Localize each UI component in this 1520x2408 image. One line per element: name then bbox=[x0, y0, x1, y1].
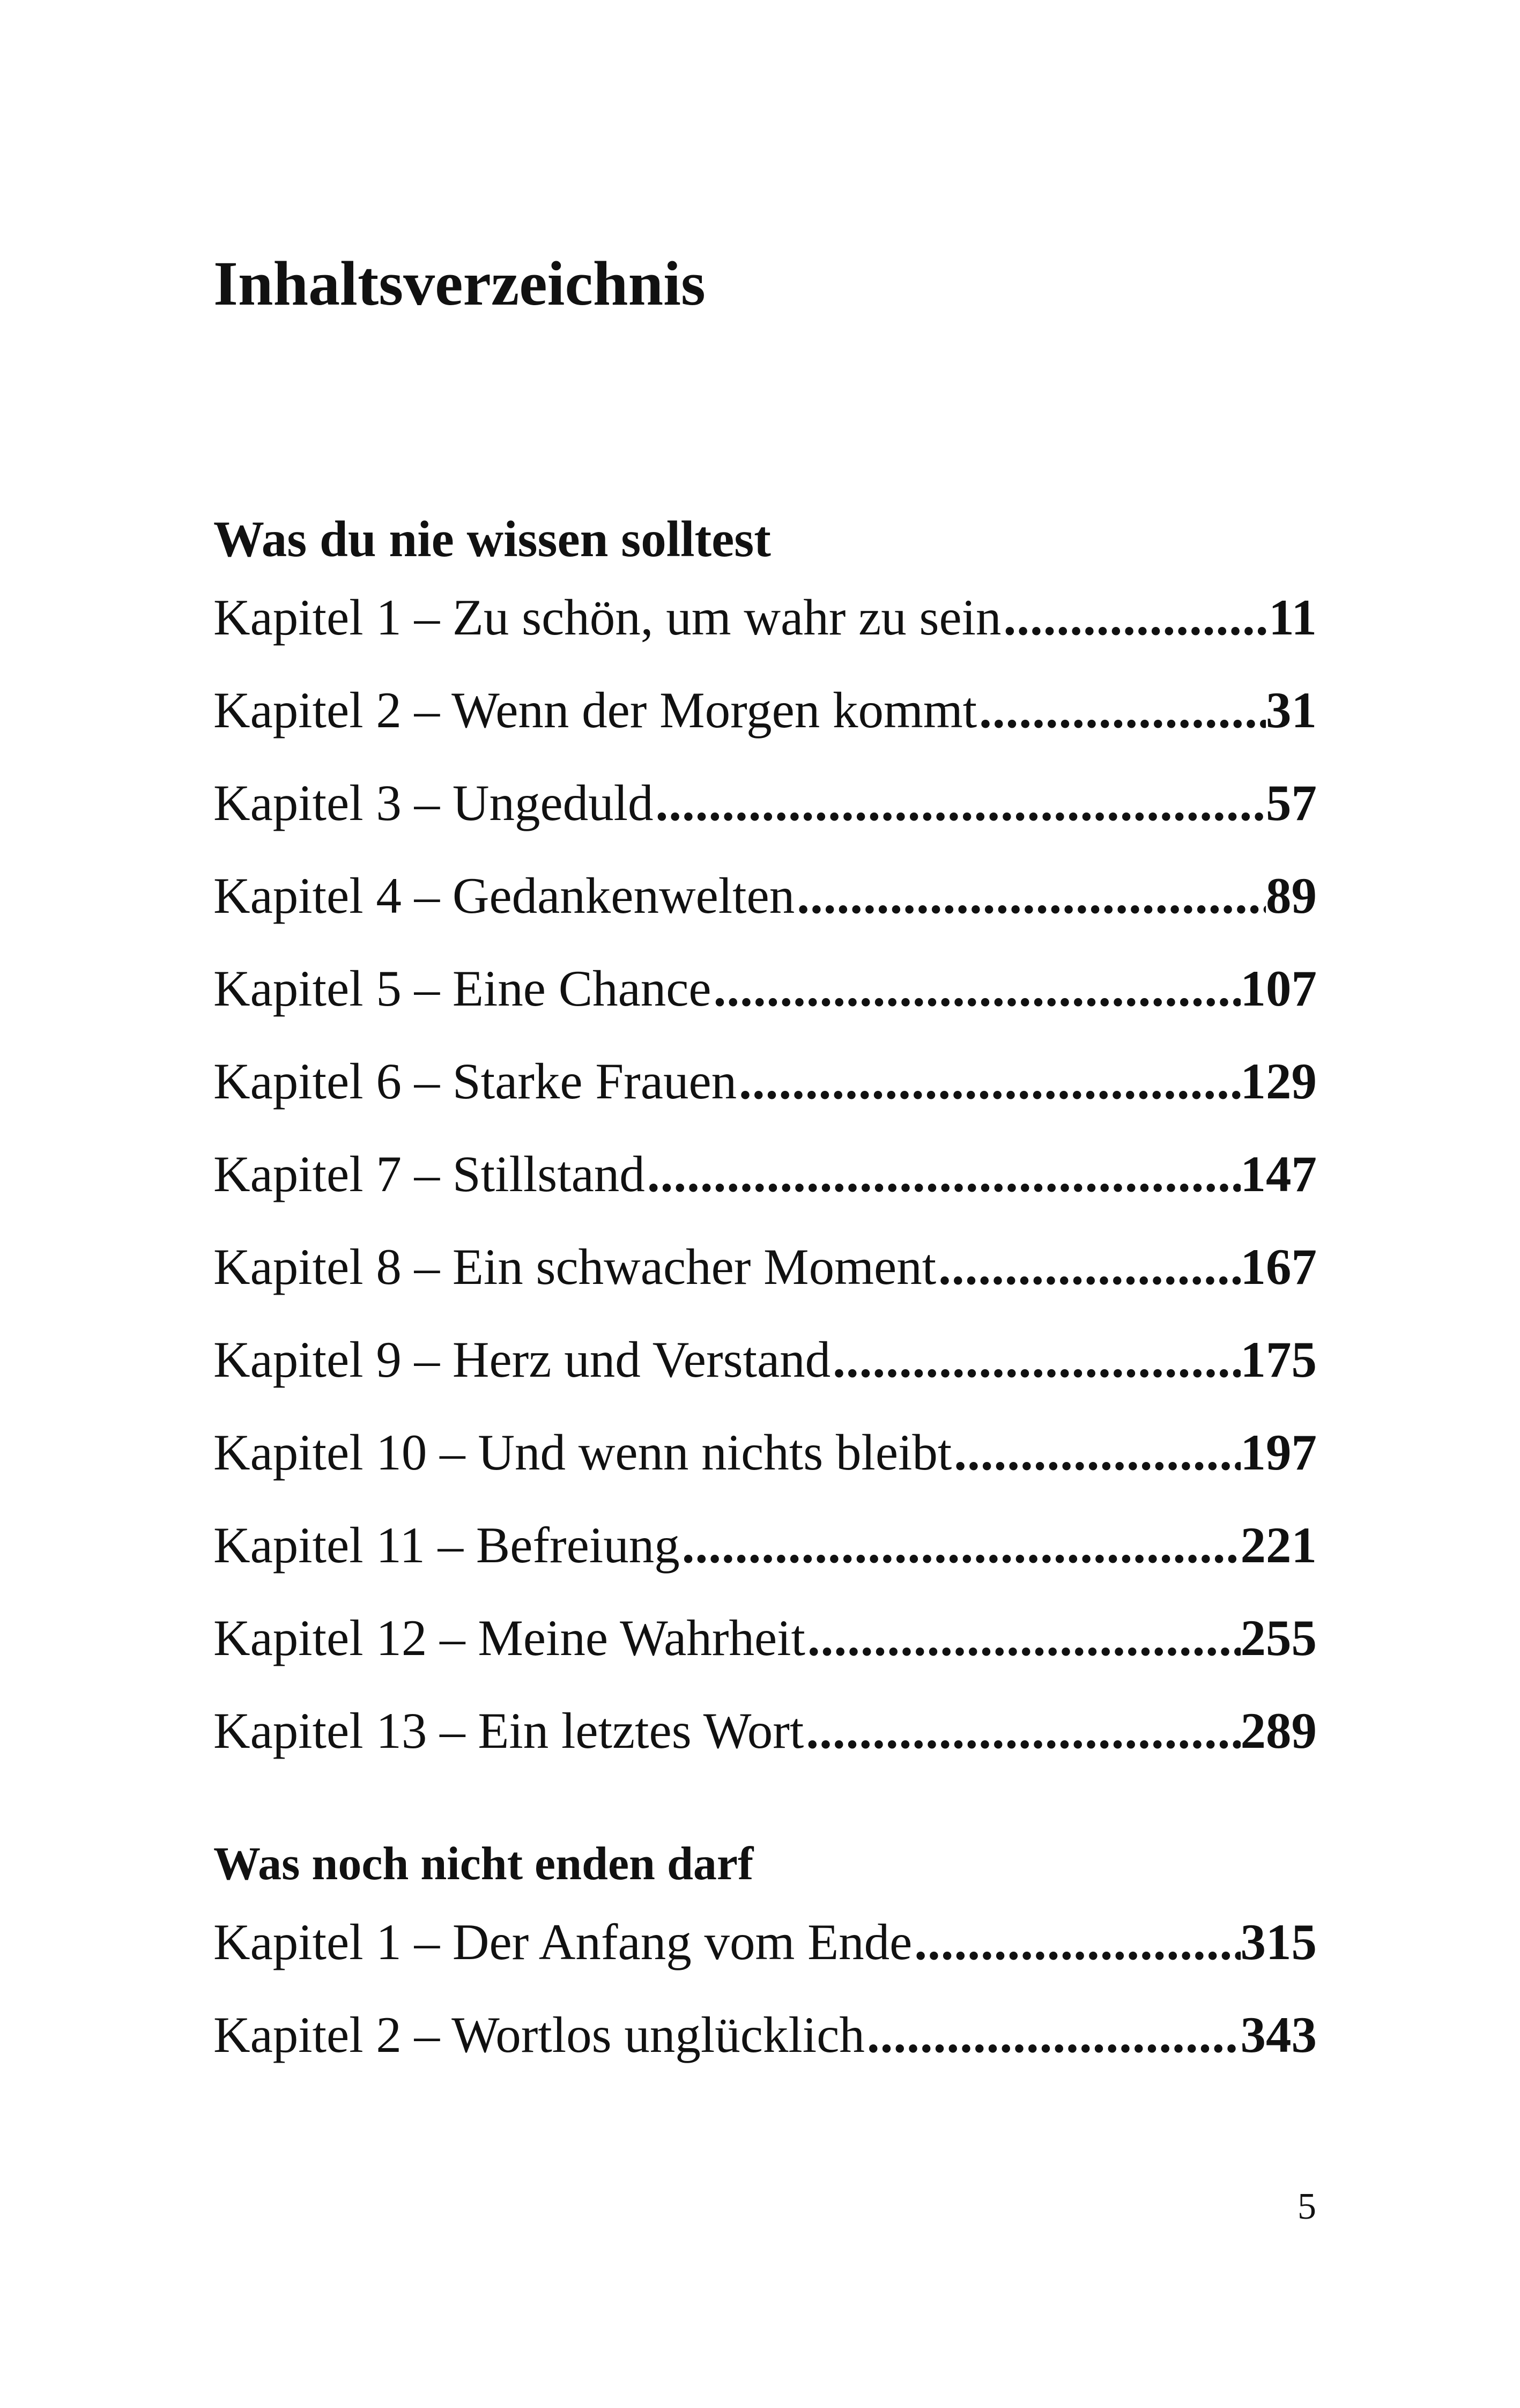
dot-leader bbox=[912, 1917, 1240, 1968]
chapter-title: Kapitel 5 – Eine Chance bbox=[213, 960, 711, 1017]
toc-title: Inhaltsverzeichnis bbox=[213, 248, 706, 319]
toc-list-section-2 bbox=[213, 1914, 1317, 2102]
chapter-page-number: 175 bbox=[1240, 1331, 1317, 1388]
chapter-title: Kapitel 12 – Meine Wahrheit bbox=[213, 1609, 805, 1666]
toc-entry bbox=[213, 867, 1317, 963]
toc-entry bbox=[213, 1517, 1317, 1613]
chapter-page-number: 31 bbox=[1266, 682, 1317, 738]
chapter-page-number: 147 bbox=[1240, 1146, 1317, 1202]
chapter-page-number: 107 bbox=[1240, 960, 1317, 1017]
dot-leader bbox=[805, 1613, 1241, 1664]
chapter-title: Kapitel 6 – Starke Frauen bbox=[213, 1053, 737, 1110]
dot-leader bbox=[977, 685, 1266, 736]
toc-entry bbox=[213, 1238, 1317, 1334]
chapter-title: Kapitel 4 – Gedankenwelten bbox=[213, 867, 795, 924]
page-number: 5 bbox=[1297, 2186, 1316, 2227]
toc-list-section-1 bbox=[213, 589, 1317, 1798]
chapter-title: Kapitel 9 – Herz und Verstand bbox=[213, 1331, 831, 1388]
dot-leader bbox=[804, 1705, 1240, 1756]
chapter-title: Kapitel 1 – Zu schön, um wahr zu sein bbox=[213, 589, 1002, 646]
chapter-title: Kapitel 1 – Der Anfang vom Ende bbox=[213, 1914, 913, 1970]
section-heading: Was du nie wissen solltest bbox=[213, 511, 771, 567]
toc-entry bbox=[213, 960, 1317, 1056]
dot-leader bbox=[645, 1149, 1241, 1200]
dot-leader bbox=[952, 1427, 1240, 1478]
chapter-page-number: 89 bbox=[1266, 867, 1317, 924]
chapter-title: Kapitel 7 – Stillstand bbox=[213, 1146, 645, 1202]
toc-entry bbox=[213, 1331, 1317, 1427]
toc-entry bbox=[213, 2006, 1317, 2102]
toc-entry bbox=[213, 774, 1317, 870]
toc-entry bbox=[213, 1053, 1317, 1149]
section-heading: Was noch nicht enden darf bbox=[213, 1838, 754, 1890]
chapter-page-number: 197 bbox=[1240, 1424, 1317, 1481]
dot-leader bbox=[680, 1520, 1241, 1571]
chapter-page-number: 289 bbox=[1240, 1702, 1317, 1759]
toc-entry bbox=[213, 1609, 1317, 1705]
dot-leader bbox=[1002, 592, 1269, 643]
chapter-page-number: 221 bbox=[1240, 1517, 1317, 1574]
toc-entry bbox=[213, 589, 1317, 685]
chapter-page-number: 167 bbox=[1240, 1238, 1317, 1295]
chapter-title: Kapitel 13 – Ein letztes Wort bbox=[213, 1702, 804, 1759]
toc-entry bbox=[213, 1146, 1317, 1242]
chapter-page-number: 343 bbox=[1240, 2006, 1317, 2063]
toc-entry bbox=[213, 1702, 1317, 1798]
chapter-title: Kapitel 11 – Befreiung bbox=[213, 1517, 680, 1574]
toc-entry bbox=[213, 1914, 1317, 2010]
chapter-title: Kapitel 2 – Wenn der Morgen kommt bbox=[213, 682, 977, 738]
dot-leader bbox=[936, 1242, 1240, 1292]
toc-entry bbox=[213, 682, 1317, 778]
chapter-page-number: 255 bbox=[1240, 1609, 1317, 1666]
chapter-title: Kapitel 2 – Wortlos unglücklich bbox=[213, 2006, 865, 2063]
dot-leader bbox=[795, 870, 1266, 921]
dot-leader bbox=[654, 778, 1266, 829]
chapter-page-number: 315 bbox=[1240, 1914, 1317, 1970]
dot-leader bbox=[831, 1334, 1240, 1385]
toc-entry bbox=[213, 1424, 1317, 1520]
chapter-title: Kapitel 3 – Ungeduld bbox=[213, 774, 654, 831]
chapter-title: Kapitel 10 – Und wenn nichts bleibt bbox=[213, 1424, 952, 1481]
chapter-page-number: 129 bbox=[1240, 1053, 1317, 1110]
chapter-page-number: 11 bbox=[1269, 589, 1317, 646]
chapter-page-number: 57 bbox=[1266, 774, 1317, 831]
dot-leader bbox=[737, 1056, 1240, 1107]
chapter-title: Kapitel 8 – Ein schwacher Moment bbox=[213, 1238, 937, 1295]
dot-leader bbox=[865, 2010, 1241, 2060]
dot-leader bbox=[711, 963, 1241, 1014]
